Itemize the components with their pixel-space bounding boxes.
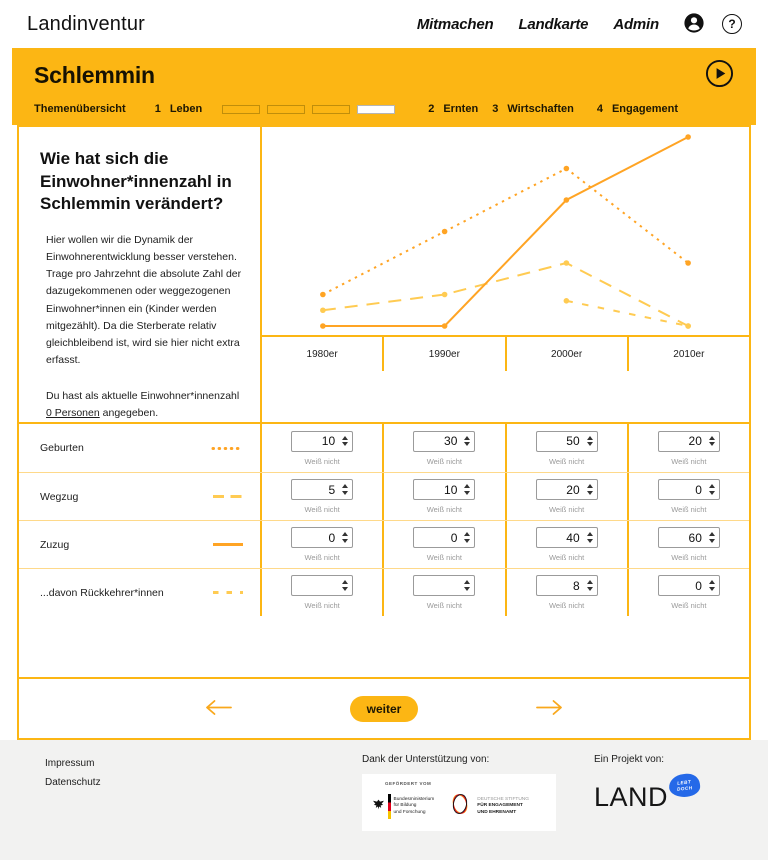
row-label-zuzug: Zuzug xyxy=(40,538,70,551)
stepper-up-icon[interactable] xyxy=(342,436,348,440)
village-title: Schlemmin xyxy=(34,61,155,88)
stepper-down-icon[interactable] xyxy=(464,587,470,591)
village-banner xyxy=(12,48,756,125)
pager xyxy=(19,677,749,738)
arrow-left-icon xyxy=(205,699,232,719)
column-header-1980er: 1980er xyxy=(262,337,384,371)
subnav-themenuebersicht[interactable]: Themenübersicht xyxy=(34,103,126,115)
column-header-2000er: 2000er xyxy=(507,337,629,371)
weiter-button[interactable]: weiter xyxy=(350,696,419,722)
support-heading: Dank der Unterstützung von: xyxy=(362,754,490,766)
row-label-wegzug: Wegzug xyxy=(40,490,79,503)
question-title: Wie hat sich die Einwohner*innenzahl in Schlemmin verändert? xyxy=(40,149,232,214)
play-button[interactable] xyxy=(705,59,734,91)
table-row-geburten xyxy=(19,424,749,472)
topic-subnav xyxy=(34,103,734,125)
stepper-up-icon[interactable] xyxy=(342,532,348,536)
leben-progress xyxy=(222,105,395,114)
previous-button[interactable] xyxy=(205,699,232,719)
subnav-step-ernten[interactable]: 2 Ernten xyxy=(428,103,479,115)
row-label-rueckkehrer: ...davon Rückkehrer*innen xyxy=(40,586,164,599)
table-row-rueckkehrer xyxy=(19,568,749,616)
stepper-up-icon[interactable] xyxy=(464,484,470,488)
federal-eagle-icon xyxy=(372,798,385,816)
weiss-nicht-button[interactable]: Weiß nicht xyxy=(304,601,340,611)
stepper-down-icon[interactable] xyxy=(587,539,593,543)
footer xyxy=(0,740,768,860)
population-change-chart xyxy=(262,127,749,335)
stepper-down-icon[interactable] xyxy=(342,442,348,446)
user-account-button[interactable] xyxy=(683,12,705,37)
dotted-line-icon xyxy=(211,446,245,451)
nav-admin[interactable]: Admin xyxy=(613,15,659,33)
solid-line-icon xyxy=(211,542,245,547)
weiss-nicht-button[interactable]: Weiß nicht xyxy=(304,553,340,563)
question-sidebar xyxy=(19,127,262,422)
help-icon: ? xyxy=(722,14,742,34)
top-navigation xyxy=(417,16,659,33)
progress-segment-2[interactable] xyxy=(267,105,305,114)
arrow-right-icon xyxy=(536,699,563,719)
stepper-down-icon[interactable] xyxy=(587,587,593,591)
stepper-down-icon[interactable] xyxy=(709,587,715,591)
weiss-nicht-button[interactable]: Weiß nicht xyxy=(426,505,463,515)
stepper-down-icon[interactable] xyxy=(709,491,715,495)
help-button[interactable] xyxy=(722,14,742,34)
weiss-nicht-button[interactable]: Weiß nicht xyxy=(304,505,340,515)
stepper-up-icon[interactable] xyxy=(587,436,593,440)
user-icon xyxy=(683,12,705,37)
german-flag-bar-icon xyxy=(388,794,391,819)
population-note: Du hast als aktuelle Einwohner*innenzahl 0 Personen angegeben. xyxy=(46,389,240,419)
stepper-up-icon[interactable] xyxy=(709,532,715,536)
sponsor-logo-card xyxy=(362,774,556,831)
progress-segment-3[interactable] xyxy=(312,105,350,114)
stepper-up-icon[interactable] xyxy=(342,580,348,584)
subnav-step-wirtschaften[interactable]: 3 Wirtschaften xyxy=(492,103,574,115)
stepper-down-icon[interactable] xyxy=(464,491,470,495)
decade-header-row xyxy=(262,337,749,371)
stepper-up-icon[interactable] xyxy=(464,436,470,440)
stepper-up-icon[interactable] xyxy=(464,580,470,584)
weiss-nicht-button[interactable]: Weiß nicht xyxy=(426,601,463,611)
land-logo: LAND LEBT DOCH xyxy=(594,782,696,813)
stepper-down-icon[interactable] xyxy=(587,491,593,495)
stepper-up-icon[interactable] xyxy=(709,580,715,584)
lebt-doch-badge-icon: LEBT DOCH xyxy=(668,772,701,798)
table-spacer xyxy=(19,616,749,677)
next-button[interactable] xyxy=(536,699,563,719)
weiss-nicht-button[interactable]: Weiß nicht xyxy=(671,505,707,515)
stepper-up-icon[interactable] xyxy=(709,484,715,488)
weiss-nicht-button[interactable]: Weiß nicht xyxy=(548,601,585,611)
chart-area xyxy=(262,127,749,337)
funded-by-label: GEFÖRDERT VOM xyxy=(385,781,432,787)
dsee-logo: DEUTSCHE STIFTUNG FÜR ENGAGEMENT UND EHRENAMT xyxy=(448,790,529,823)
chart-series-3 xyxy=(564,298,691,329)
weiss-nicht-button[interactable]: Weiß nicht xyxy=(548,505,585,515)
weiss-nicht-button[interactable]: Weiß nicht xyxy=(671,601,707,611)
weiss-nicht-button[interactable]: Weiß nicht xyxy=(426,553,463,563)
subnav-step-engagement[interactable]: 4 Engagement xyxy=(596,103,678,115)
stepper-down-icon[interactable] xyxy=(342,539,348,543)
stepper-up-icon[interactable] xyxy=(587,580,593,584)
progress-segment-1[interactable] xyxy=(222,105,260,114)
weiss-nicht-button[interactable]: Weiß nicht xyxy=(426,456,463,466)
stepper-down-icon[interactable] xyxy=(342,587,348,591)
stepper-up-icon[interactable] xyxy=(587,532,593,536)
input-table xyxy=(19,424,749,616)
stepper-down-icon[interactable] xyxy=(587,442,593,446)
stepper-up-icon[interactable] xyxy=(587,484,593,488)
play-icon xyxy=(705,59,734,91)
column-header-1990er: 1990er xyxy=(384,337,506,371)
chart-series-2 xyxy=(320,134,691,329)
stepper-up-icon[interactable] xyxy=(342,484,348,488)
stepper-down-icon[interactable] xyxy=(464,442,470,446)
impressum-link[interactable]: Impressum xyxy=(45,758,95,770)
project-heading: Ein Projekt von: xyxy=(594,754,665,766)
stepper-down-icon[interactable] xyxy=(464,539,470,543)
question-description: Hier wollen wir die Dynamik der Einwohnerentwicklung besser verstehen. Trage pro Jahrzehnt die absolute Zahl der dazugekommenen oder weggezogenen Einwohner*innen ein (Kinder werden mitgezählt). Da die Sterberate relativ gleichbleibend ist, wird sie hier nicht extra erfasst. xyxy=(46,233,242,367)
datenschutz-link[interactable]: Datenschutz xyxy=(45,777,101,789)
short-dash-line-icon xyxy=(211,590,245,595)
table-row-zuzug xyxy=(19,520,749,568)
weiss-nicht-button[interactable]: Weiß nicht xyxy=(304,456,340,466)
chart-series-1 xyxy=(320,260,691,329)
weiss-nicht-button[interactable]: Weiß nicht xyxy=(548,456,585,466)
question-panel xyxy=(17,125,751,740)
nav-landkarte[interactable]: Landkarte xyxy=(518,15,589,33)
subnav-step-leben[interactable]: 1 Leben xyxy=(154,103,203,115)
population-count-link[interactable]: 0 Personen xyxy=(46,406,100,419)
stepper-up-icon[interactable] xyxy=(709,436,715,440)
top-bar xyxy=(0,0,768,48)
nav-mitmachen[interactable]: Mitmachen xyxy=(416,15,494,33)
column-header-2010er: 2010er xyxy=(673,348,705,360)
weiss-nicht-button[interactable]: Weiß nicht xyxy=(671,456,707,466)
weiss-nicht-button[interactable]: Weiß nicht xyxy=(548,553,585,563)
table-row-wegzug xyxy=(19,472,749,520)
stepper-down-icon[interactable] xyxy=(342,491,348,495)
dsee-rings-icon xyxy=(448,790,472,823)
chart-series-0 xyxy=(320,166,691,298)
stepper-down-icon[interactable] xyxy=(709,539,715,543)
brand-logo[interactable]: Landinventur xyxy=(27,12,146,35)
row-label-geburten: Geburten xyxy=(40,442,84,455)
stepper-up-icon[interactable] xyxy=(464,532,470,536)
progress-segment-4-active[interactable] xyxy=(357,105,395,114)
bmbf-logo: Bundesministerium für Bildung und Forschung xyxy=(372,794,434,819)
stepper-down-icon[interactable] xyxy=(709,442,715,446)
long-dash-line-icon xyxy=(211,494,245,499)
weiss-nicht-button[interactable]: Weiß nicht xyxy=(671,553,707,563)
